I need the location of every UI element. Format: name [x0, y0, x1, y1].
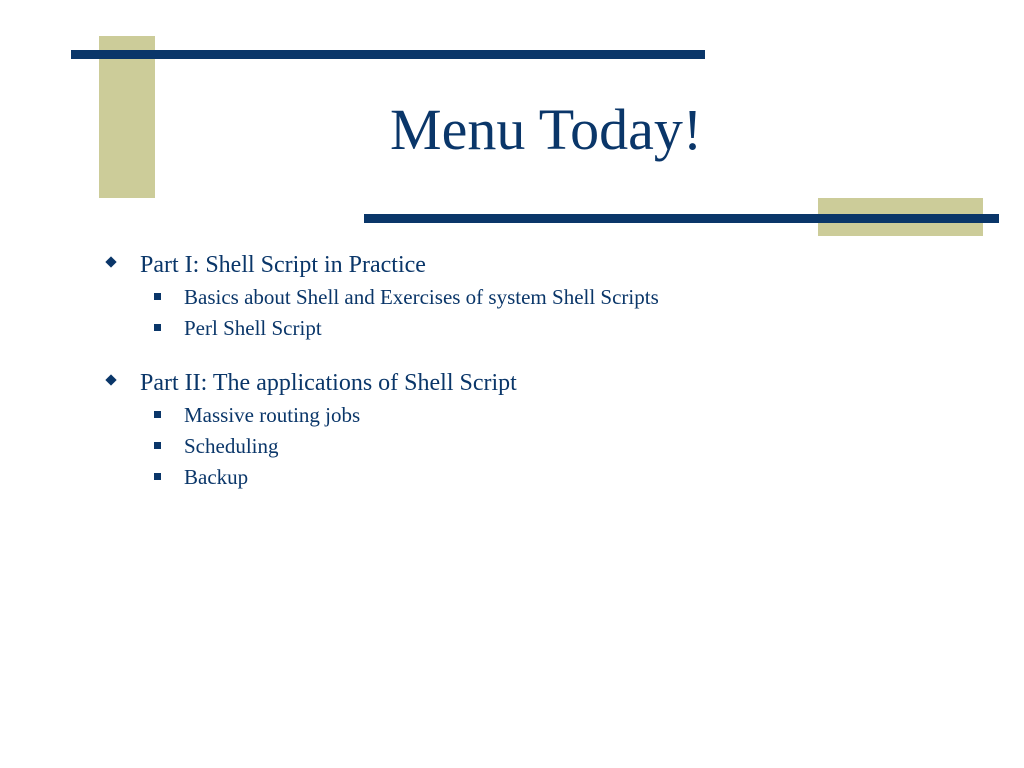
- slide-content: [102, 248, 982, 515]
- outline-item: [102, 282, 982, 313]
- outline-item-text: Perl Shell Script: [184, 316, 322, 340]
- decorative-tan-block: [99, 36, 155, 198]
- outline-sublist: [102, 400, 982, 493]
- square-bullet-icon: [154, 473, 161, 480]
- outline-heading: [102, 366, 982, 400]
- outline-section: [102, 248, 982, 344]
- outline-item: [102, 400, 982, 431]
- outline-item-text: Backup: [184, 465, 249, 489]
- outline-item-text: Basics about Shell and Exercises of system Shell Scripts: [184, 285, 659, 309]
- diamond-bullet-icon: [105, 256, 116, 267]
- decorative-navy-bar: [364, 214, 999, 223]
- outline-section: [102, 366, 982, 493]
- outline-item-text: Scheduling: [184, 434, 279, 458]
- outline-item-text: Massive routing jobs: [184, 403, 361, 427]
- diamond-bullet-icon: [105, 374, 116, 385]
- slide-title: Menu Today!: [390, 97, 703, 162]
- decorative-navy-bar: [71, 50, 705, 59]
- square-bullet-icon: [154, 293, 161, 300]
- outline-heading-text: Part I: Shell Script in Practice: [140, 252, 426, 278]
- outline-sublist: [102, 282, 982, 344]
- square-bullet-icon: [154, 411, 161, 418]
- outline-item: [102, 313, 982, 344]
- square-bullet-icon: [154, 324, 161, 331]
- outline-heading-text: Part II: The applications of Shell Script: [140, 370, 517, 396]
- outline-heading: [102, 248, 982, 282]
- outline-item: [102, 462, 982, 493]
- square-bullet-icon: [154, 442, 161, 449]
- outline-item: [102, 431, 982, 462]
